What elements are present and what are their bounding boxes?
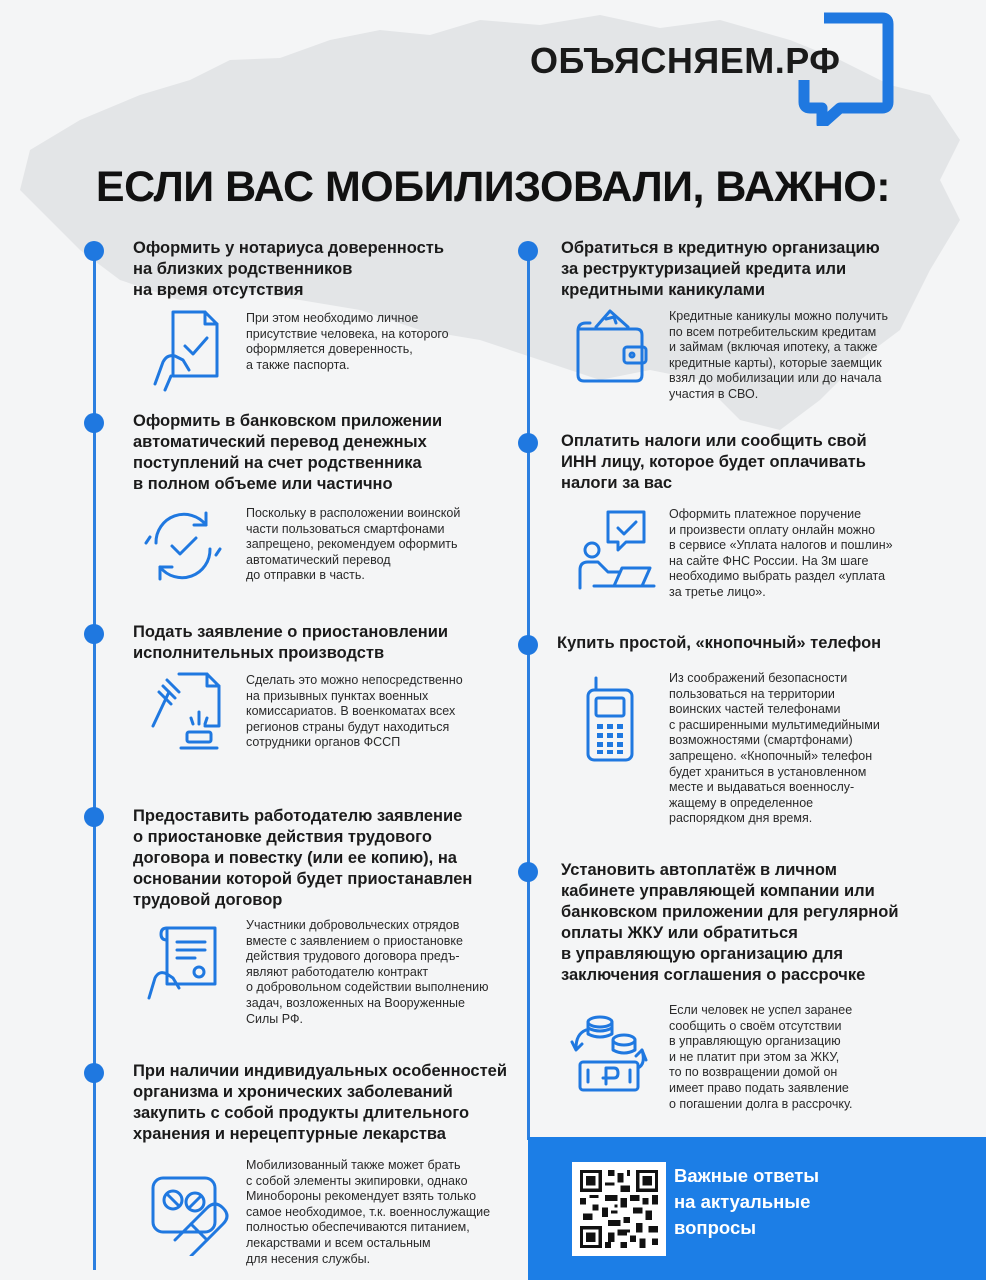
- refresh-check-icon: [140, 503, 226, 589]
- qr-code-panel[interactable]: [528, 1137, 986, 1280]
- left-item-title: Предоставить работодателю заявление о приостановке действия трудового договора и повестку (или ее копию), на основании которой будет приостанавлен трудовой договор: [133, 807, 473, 909]
- left-item-title: Оформить в банковском приложении автоматический перевод денежных поступлений на счет родственника в полном объеме или частично: [133, 412, 443, 493]
- document-hand-icon: [147, 306, 233, 392]
- right-item-title: Купить простой, «кнопочный» телефон: [557, 634, 882, 652]
- left-item-title: Оформить у нотариуса доверенность на близких родственников на время отсутствия: [133, 239, 445, 299]
- timeline-dot: [518, 862, 538, 882]
- right-item-desc: Из соображений безопасности пользоваться на территории воинских частей телефонами с расширенными мультимедийными возможностями (смартфонами) запрещено. «Кнопочный» телефон будет храниться в установленном месте и выдаваться военнослу- жащему в определенное распорядком дня время.: [669, 671, 880, 826]
- qr-code[interactable]: [572, 1162, 666, 1256]
- timeline-dot: [518, 635, 538, 655]
- left-timeline: [93, 250, 96, 1270]
- left-item-title: Подать заявление о приостановлении исполнительных производств: [133, 623, 449, 662]
- page-headline: ЕСЛИ ВАС МОБИЛИЗОВАЛИ, ВАЖНО:: [95, 163, 891, 211]
- right-item-title: Оплатить налоги или сообщить свой ИНН лицу, которое будет оплачивать налоги за вас: [561, 432, 867, 492]
- speech-bubble-icon: [796, 10, 896, 126]
- left-item-title: При наличии индивидуальных особенностей организма и хронических заболеваний закупить с собой продукты длительного хранения и нерецептурные лекарства: [133, 1062, 508, 1143]
- left-item-desc: Поскольку в расположении воинской части пользоваться смартфонами запрещено, рекомендуем оформить автоматический перевод до отправки в часть.: [246, 506, 461, 583]
- right-item-desc: Если человек не успел заранее сообщить о своём отсутствии в управляющую организацию и не платит при этом за ЖКУ, то по возвращении домой он имеет право подать заявление о погашении долга в рассрочку.: [669, 1003, 853, 1111]
- coins-banknote-icon: [566, 1010, 652, 1096]
- timeline-dot: [84, 241, 104, 261]
- right-item-title: Установить автоплатёж в личном кабинете управляющей компании или банковском приложении для регулярной оплаты ЖКУ или обратиться в управляющую организацию для заключения соглашения о рассрочке: [561, 861, 899, 984]
- left-item-desc: При этом необходимо личное присутствие человека, на которого оформляется доверенность, а также паспорта.: [246, 311, 449, 372]
- timeline-dot: [84, 413, 104, 433]
- left-item-desc: Сделать это можно непосредственно на призывных пунктах военных комиссариатов. В военкоматах всех регионов страны будут находиться сотрудники органов ФССП: [246, 673, 463, 750]
- right-item-title: Обратиться в кредитную организацию за реструктуризацией кредита или кредитными каникулами: [561, 239, 880, 299]
- timeline-dot: [84, 624, 104, 644]
- right-item-desc: Кредитные каникулы можно получить по всем потребительским кредитам и займам (включая ипотеку, а также кредитные карты), которые заемщик взял до мобилизации или до начала участия в СВО.: [669, 309, 888, 401]
- right-timeline: [527, 250, 530, 1140]
- timeline-dot: [84, 807, 104, 827]
- logo-text: ОБЪЯСНЯЕМ.РФ: [530, 40, 841, 81]
- timeline-dot: [84, 1063, 104, 1083]
- timeline-dot: [518, 433, 538, 453]
- qr-panel-text: Важные ответы на актуальные вопросы: [674, 1165, 820, 1238]
- objasnyaem-logo: [526, 24, 896, 134]
- pills-icon: [147, 1170, 233, 1256]
- left-item-desc: Мобилизованный также может брать с собой элементы экипировки, однако Минобороны рекомендует взять только самое необходимое, т.к. военнослужащие полностью обеспечиваются питанием, лекарствами и всем остальным для несения службы.: [246, 1158, 491, 1266]
- right-item-desc: Оформить платежное поручение и произвести оплату онлайн можно в сервисе «Уплата налогов и пошлин» на сайте ФНС России. На 3м шаге необходимо выбрать раздел «уплата за третье лицо».: [669, 507, 893, 599]
- timeline-dot: [518, 241, 538, 261]
- wallet-icon: [570, 303, 656, 389]
- qr-code-icon: [580, 1170, 658, 1248]
- left-item-desc: Участники добровольческих отрядов вместе с заявлением о приостановке действия трудового договора предъ- являют работодателю контракт о добровольном содействии выполнению задач, возложенных на Вооруженные Силы РФ.: [246, 918, 489, 1026]
- gavel-document-icon: [145, 668, 231, 754]
- contract-hand-icon: [143, 918, 229, 1004]
- person-laptop-icon: [574, 506, 660, 592]
- push-button-phone-icon: [568, 676, 654, 762]
